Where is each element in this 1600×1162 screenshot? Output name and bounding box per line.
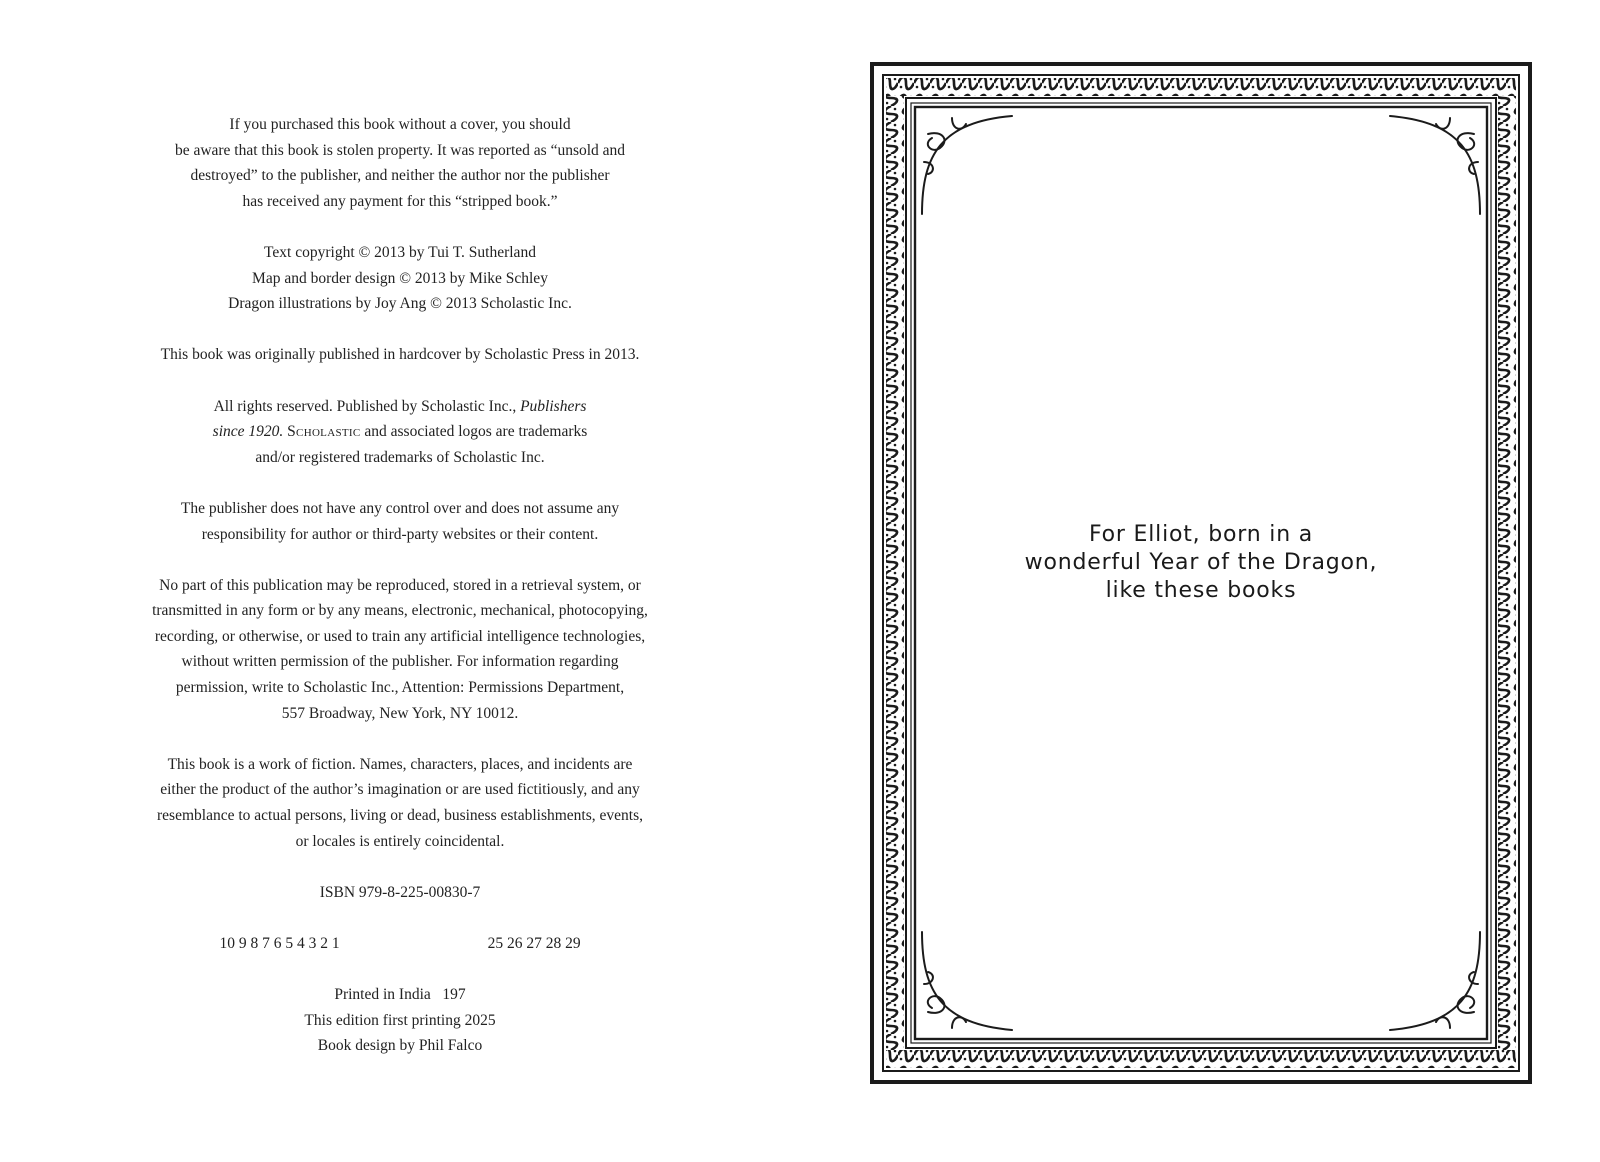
text-line: Book design by Phil Falco [317, 1037, 483, 1055]
rights-text: All rights reserved. Published by Scholastic Inc., [213, 397, 521, 415]
printing-details [100, 982, 700, 1059]
text-line: recording, or otherwise, or used to train any artificial intelligence technologies, [154, 627, 646, 645]
text-line: permission, write to Scholastic Inc., Attention: Permissions Department, [175, 679, 625, 697]
print-line: 10 9 8 7 6 5 4 3 2 1 [219, 935, 340, 952]
text-line: Map and border design © 2013 by Mike Schley [252, 269, 548, 287]
text-line [100, 394, 700, 420]
text-line: be aware that this book is stolen property. It was reported as “unsold and [174, 141, 626, 159]
text-line: This book is a work of fiction. Names, characters, places, and incidents are [167, 755, 633, 773]
text-line: transmitted in any form or by any means, electronic, mechanical, photocopying, [152, 602, 648, 620]
text-line: If you purchased this book without a cover, you should [229, 116, 571, 133]
dedication-line: like these books [1105, 578, 1297, 603]
copyright-credits [100, 240, 700, 317]
text-line: This edition first printing 2025 [304, 1011, 496, 1029]
scholastic-trademark: Scholastic [287, 423, 361, 441]
isbn [100, 880, 700, 906]
copyright-page [100, 112, 700, 1059]
rights-italic-text: since 1920. [212, 423, 284, 441]
text-line: and/or registered trademarks of Scholastic Inc. [255, 448, 545, 466]
text-line: resemblance to actual persons, living or dead, business establishments, events, [157, 807, 643, 825]
dedication-line: For Elliot, born in a [1088, 522, 1314, 547]
text-line: 557 Broadway, New York, NY 10012. [281, 704, 519, 722]
text-line: responsibility for author or third-party websites or their content. [201, 525, 599, 543]
text-line: Dragon illustrations by Joy Ang © 2013 Scholastic Inc. [228, 295, 572, 313]
text-line: This book was originally published in hardcover by Scholastic Press in 2013. [160, 346, 640, 364]
rights-reserved-notice [100, 394, 700, 471]
text-line: No part of this publication may be reproduced, stored in a retrieval system, or [159, 576, 641, 594]
text-line: Printed in India 197 [334, 986, 466, 1004]
original-publication-note [100, 342, 700, 368]
dedication-page [870, 62, 1532, 1084]
third-party-websites-notice [100, 496, 700, 547]
text-line: The publisher does not have any control over and does not assume any [180, 499, 620, 517]
reproduction-notice [100, 573, 700, 727]
stripped-book-notice [100, 112, 700, 214]
fiction-disclaimer [100, 752, 700, 854]
text-line: Text copyright © 2013 by Tui T. Sutherland [264, 243, 536, 261]
text-line: or locales is entirely coincidental. [295, 832, 505, 850]
dedication-text [874, 521, 1528, 605]
text-line: has received any payment for this “stripped book.” [242, 192, 558, 210]
dedication-line: wonderful Year of the Dragon, [1024, 550, 1378, 575]
isbn-number: ISBN 979-8-225-00830-7 [319, 883, 481, 901]
text-line: without written permission of the publisher. For information regarding [181, 653, 619, 671]
year-line: 25 26 27 28 29 [487, 935, 581, 952]
rights-italic-text: Publishers [520, 397, 587, 415]
text-line [100, 419, 700, 445]
printing-numbers [100, 931, 700, 957]
rights-text: and associated logos are trademarks [360, 423, 588, 441]
text-line: either the product of the author’s imagination or are used fictitiously, and any [160, 781, 640, 799]
text-line: destroyed” to the publisher, and neither the author nor the publisher [190, 167, 610, 185]
